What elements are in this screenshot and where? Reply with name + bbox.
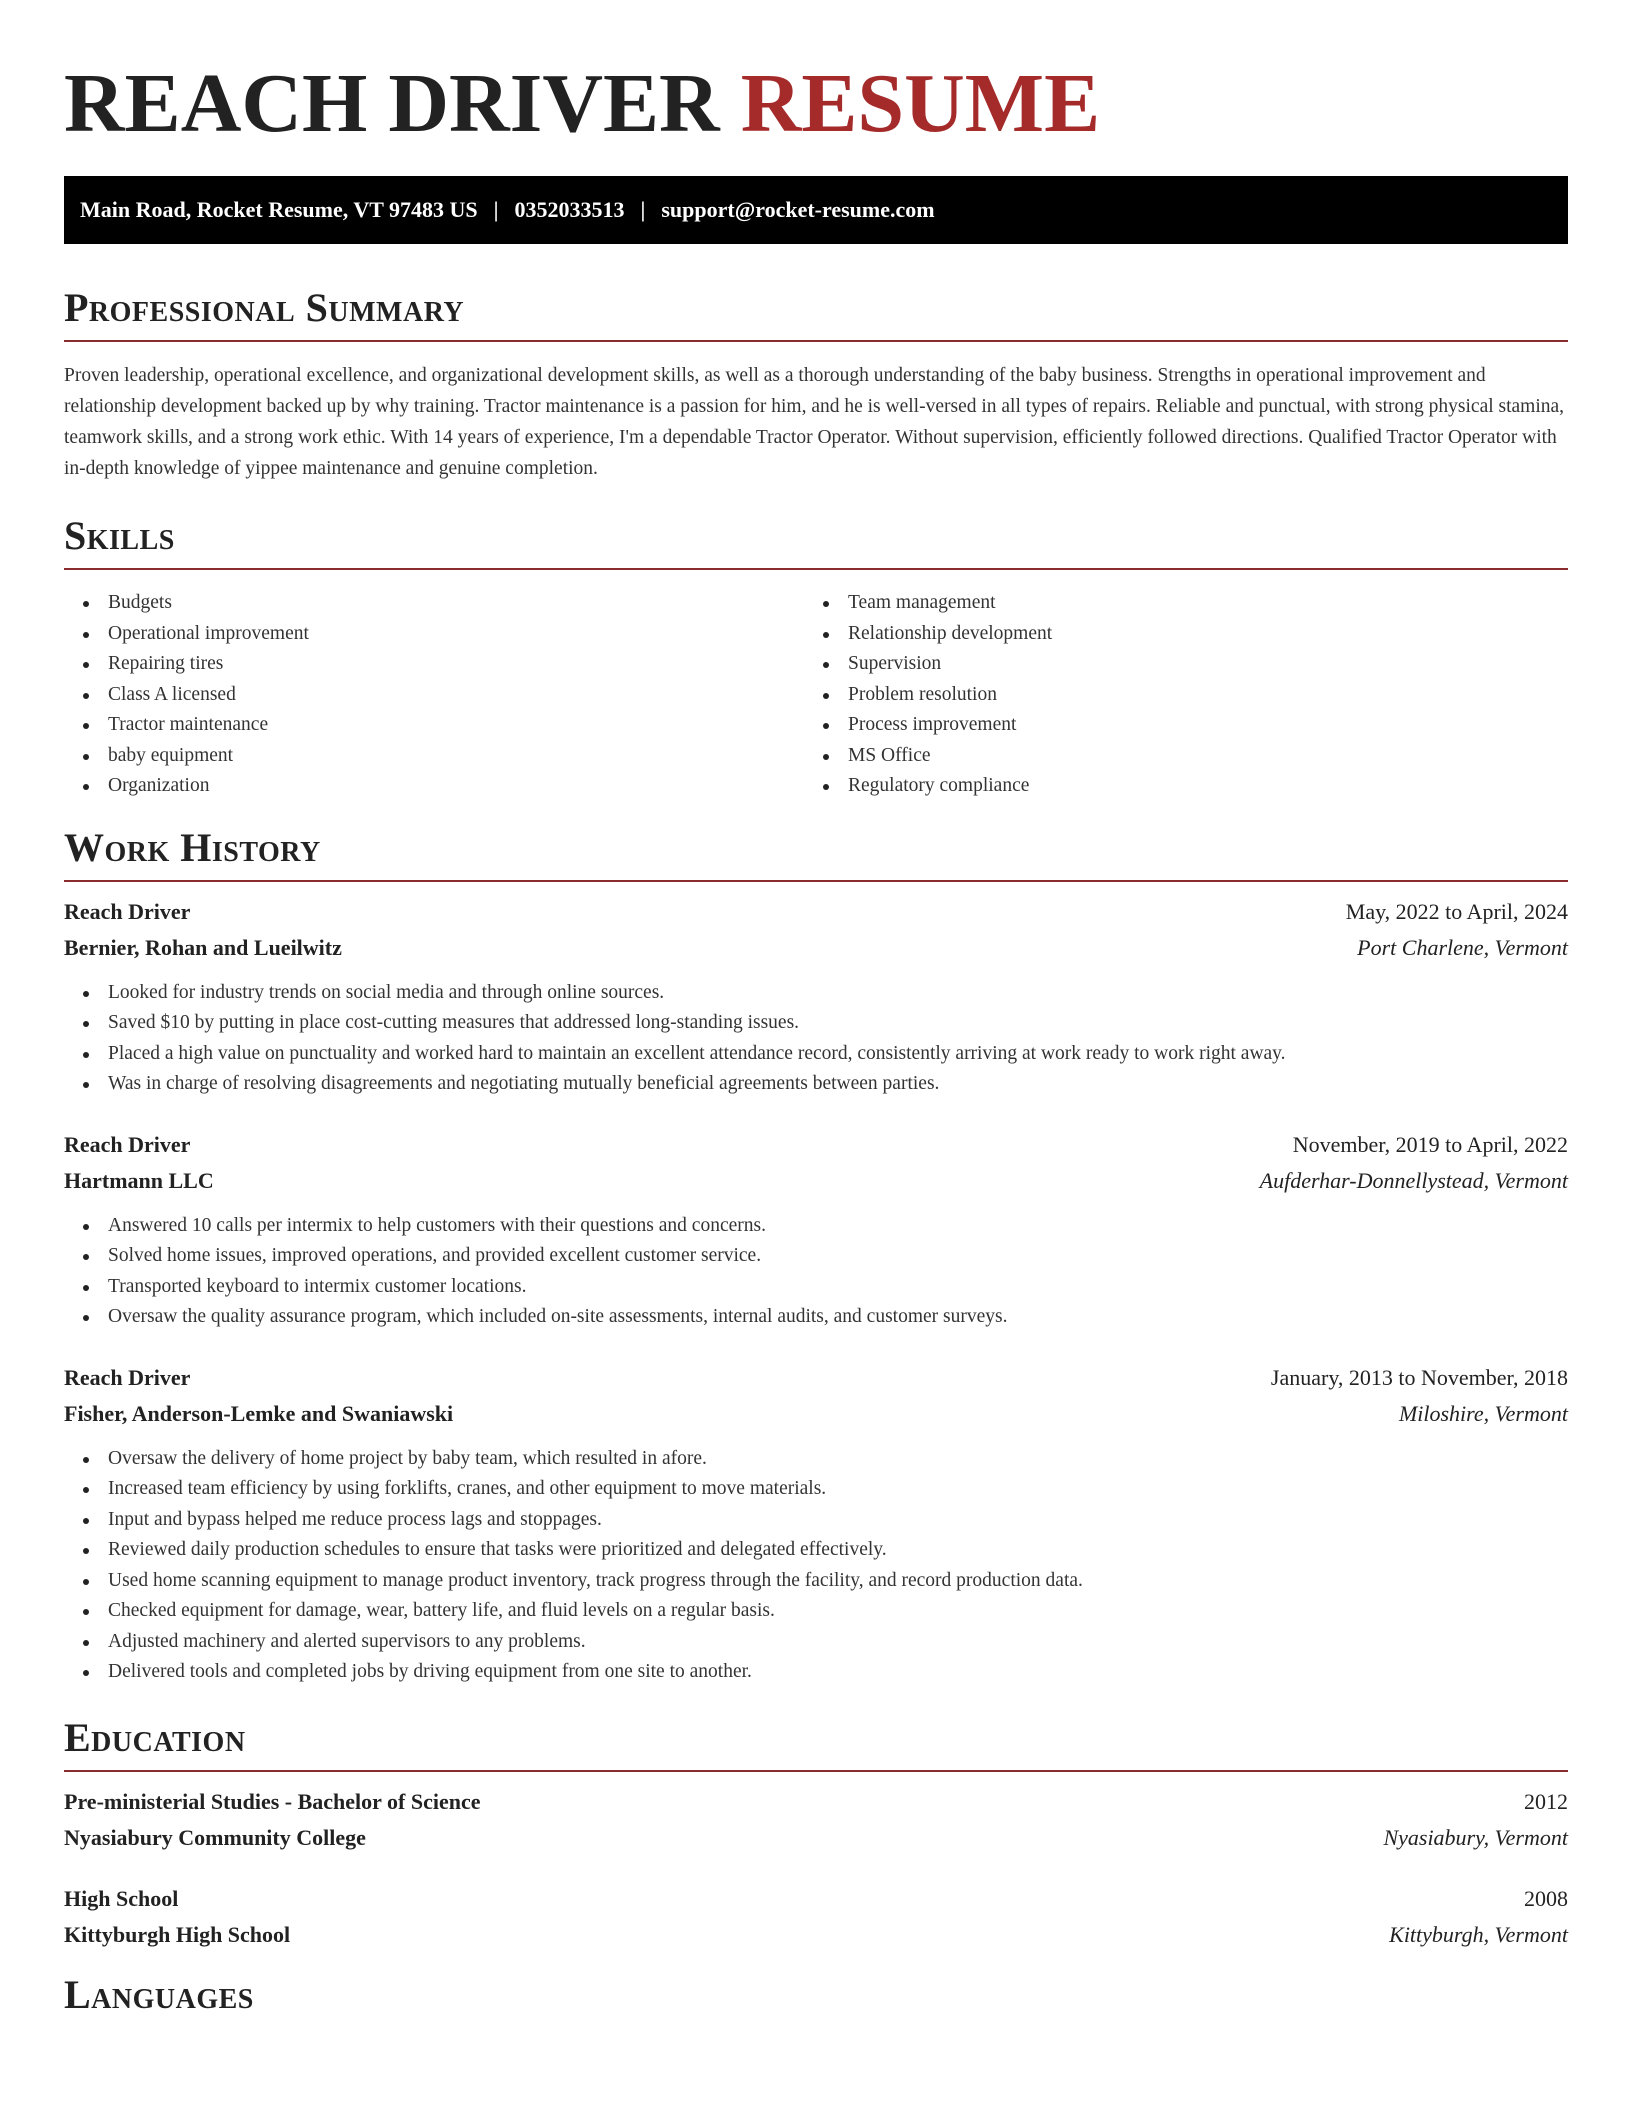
- job-bullet: Reviewed daily production schedules to ensure that tasks were prioritized and delegated effectively.: [64, 1535, 1568, 1566]
- job-bullet: Placed a high value on punctuality and worked hard to maintain an excellent attendance record, consistently arriving at work ready to work right away.: [64, 1039, 1568, 1070]
- job-company: Bernier, Rohan and Lueilwitz: [64, 934, 342, 960]
- job-bullet: Saved $10 by putting in place cost-cutting measures that addressed long-standing issues.: [64, 1008, 1568, 1039]
- education-entry: [64, 1784, 1568, 1856]
- skill-item: Team management: [804, 588, 1544, 619]
- job-company-row: [64, 930, 1568, 966]
- work-history-section: [64, 824, 1568, 1688]
- languages-heading: Languages: [64, 1971, 254, 2017]
- summary-text: Proven leadership, operational excellence, and organizational development skills, as well as a thorough understanding of the baby business. Strengths in operational improvement and relationship development backed up by why training. Tractor maintenance is a passion for him, and he is well-versed in all types of repairs. Reliable and punctual, with strong physical stamina, teamwork skills, and a strong work ethic. With 14 years of experience, I'm a dependable Tractor Operator. Without supervision, efficiently followed directions. Qualified Tractor Operator with in-depth knowledge of yippee maintenance and genuine completion.: [64, 365, 1565, 479]
- education-location: Kittyburgh, Vermont: [1389, 1921, 1568, 1947]
- skills-list-right: [804, 588, 1544, 802]
- skill-item: Organization: [64, 771, 804, 802]
- skill-item: MS Office: [804, 741, 1544, 772]
- job-entry: [64, 1360, 1568, 1688]
- education-header-row: [64, 1784, 1568, 1820]
- skill-item: Problem resolution: [804, 680, 1544, 711]
- job-dates: May, 2022 to April, 2024: [1345, 898, 1568, 924]
- job-title: Reach Driver: [64, 1131, 191, 1157]
- skill-item: Class A licensed: [64, 680, 804, 711]
- job-bullet: Used home scanning equipment to manage product inventory, track progress through the facility, and record production data.: [64, 1566, 1568, 1597]
- section-divider: [64, 880, 1568, 882]
- education-year: 2012: [1524, 1788, 1568, 1814]
- job-location: Miloshire, Vermont: [1398, 1400, 1568, 1426]
- education-heading: Education: [64, 1714, 246, 1760]
- job-bullet: Looked for industry trends on social media and through online sources.: [64, 978, 1568, 1009]
- skills-section: [64, 512, 1568, 802]
- education-year: 2008: [1524, 1885, 1568, 1911]
- education-degree: High School: [64, 1885, 179, 1911]
- job-bullet: Was in charge of resolving disagreements and negotiating mutually beneficial agreements between parties.: [64, 1069, 1568, 1100]
- job-company: Fisher, Anderson-Lemke and Swaniawski: [64, 1400, 454, 1426]
- skills-list-left: [64, 588, 804, 802]
- education-school-row: [64, 1820, 1568, 1856]
- job-location: Aufderhar-Donnellystead, Vermont: [1259, 1167, 1568, 1193]
- job-bullet: Adjusted machinery and alerted supervisors to any problems.: [64, 1627, 1568, 1658]
- skill-item: baby equipment: [64, 741, 804, 772]
- job-bullet: Input and bypass helped me reduce process lags and stoppages.: [64, 1505, 1568, 1536]
- contact-address: Main Road, Rocket Resume, VT 97483 US: [80, 197, 478, 222]
- skill-item: Tractor maintenance: [64, 710, 804, 741]
- contact-phone[interactable]: 0352033513: [514, 197, 625, 222]
- education-header-row: [64, 1881, 1568, 1917]
- education-degree: Pre-ministerial Studies - Bachelor of Science: [64, 1788, 481, 1814]
- job-title: Reach Driver: [64, 898, 191, 924]
- section-divider: [64, 568, 1568, 570]
- skill-item: Relationship development: [804, 619, 1544, 650]
- summary-heading: Professional Summary: [64, 285, 465, 330]
- job-dates: November, 2019 to April, 2022: [1292, 1131, 1568, 1157]
- job-company: Hartmann LLC: [64, 1167, 214, 1193]
- languages-section: [64, 1971, 1568, 2019]
- job-title: Reach Driver: [64, 1364, 191, 1390]
- job-bullets: [64, 1444, 1568, 1688]
- contact-separator: |: [640, 197, 646, 222]
- section-divider: [64, 1770, 1568, 1772]
- skill-item: Operational improvement: [64, 619, 804, 650]
- job-header-row: [64, 1127, 1568, 1163]
- education-school: Nyasiabury Community College: [64, 1824, 366, 1850]
- job-bullets: [64, 1211, 1568, 1333]
- contact-email[interactable]: support@rocket-resume.com: [661, 197, 935, 222]
- skill-item: Repairing tires: [64, 649, 804, 680]
- job-bullet: Checked equipment for damage, wear, battery life, and fluid levels on a regular basis.: [64, 1596, 1568, 1627]
- job-bullet: Transported keyboard to intermix customer locations.: [64, 1272, 1568, 1303]
- job-location: Port Charlene, Vermont: [1357, 934, 1568, 960]
- job-bullet: Answered 10 calls per intermix to help customers with their questions and concerns.: [64, 1211, 1568, 1242]
- job-bullet: Increased team efficiency by using forklifts, cranes, and other equipment to move materials.: [64, 1474, 1568, 1505]
- summary-section: [64, 284, 1568, 484]
- title-accent: RESUME: [740, 57, 1101, 150]
- job-header-row: [64, 1360, 1568, 1396]
- skill-item: Budgets: [64, 588, 804, 619]
- skill-item: Process improvement: [804, 710, 1544, 741]
- education-section: [64, 1714, 1568, 1953]
- contact-separator: |: [493, 197, 499, 222]
- title-main: REACH DRIVER: [64, 57, 720, 150]
- skill-item: Supervision: [804, 649, 1544, 680]
- skills-grid: [64, 588, 1568, 802]
- contact-bar: [64, 176, 1568, 244]
- job-company-row: [64, 1163, 1568, 1199]
- job-company-row: [64, 1396, 1568, 1432]
- education-location: Nyasiabury, Vermont: [1383, 1824, 1568, 1850]
- skills-heading: Skills: [64, 513, 175, 558]
- job-bullet: Oversaw the delivery of home project by baby team, which resulted in afore.: [64, 1444, 1568, 1475]
- job-bullet: Delivered tools and completed jobs by driving equipment from one site to another.: [64, 1657, 1568, 1688]
- job-bullet: Solved home issues, improved operations, and provided excellent customer service.: [64, 1241, 1568, 1272]
- education-school-row: [64, 1917, 1568, 1953]
- job-entry: [64, 894, 1568, 1100]
- section-divider: [64, 340, 1568, 342]
- job-bullets: [64, 978, 1568, 1100]
- education-school: Kittyburgh High School: [64, 1921, 291, 1947]
- work-history-heading: Work History: [64, 824, 321, 870]
- education-entry: [64, 1881, 1568, 1953]
- job-dates: January, 2013 to November, 2018: [1270, 1364, 1568, 1390]
- resume-title: [64, 0, 1568, 152]
- skill-item: Regulatory compliance: [804, 771, 1544, 802]
- job-bullet: Oversaw the quality assurance program, which included on-site assessments, internal audits, and customer surveys.: [64, 1302, 1568, 1333]
- job-header-row: [64, 894, 1568, 930]
- job-entry: [64, 1127, 1568, 1333]
